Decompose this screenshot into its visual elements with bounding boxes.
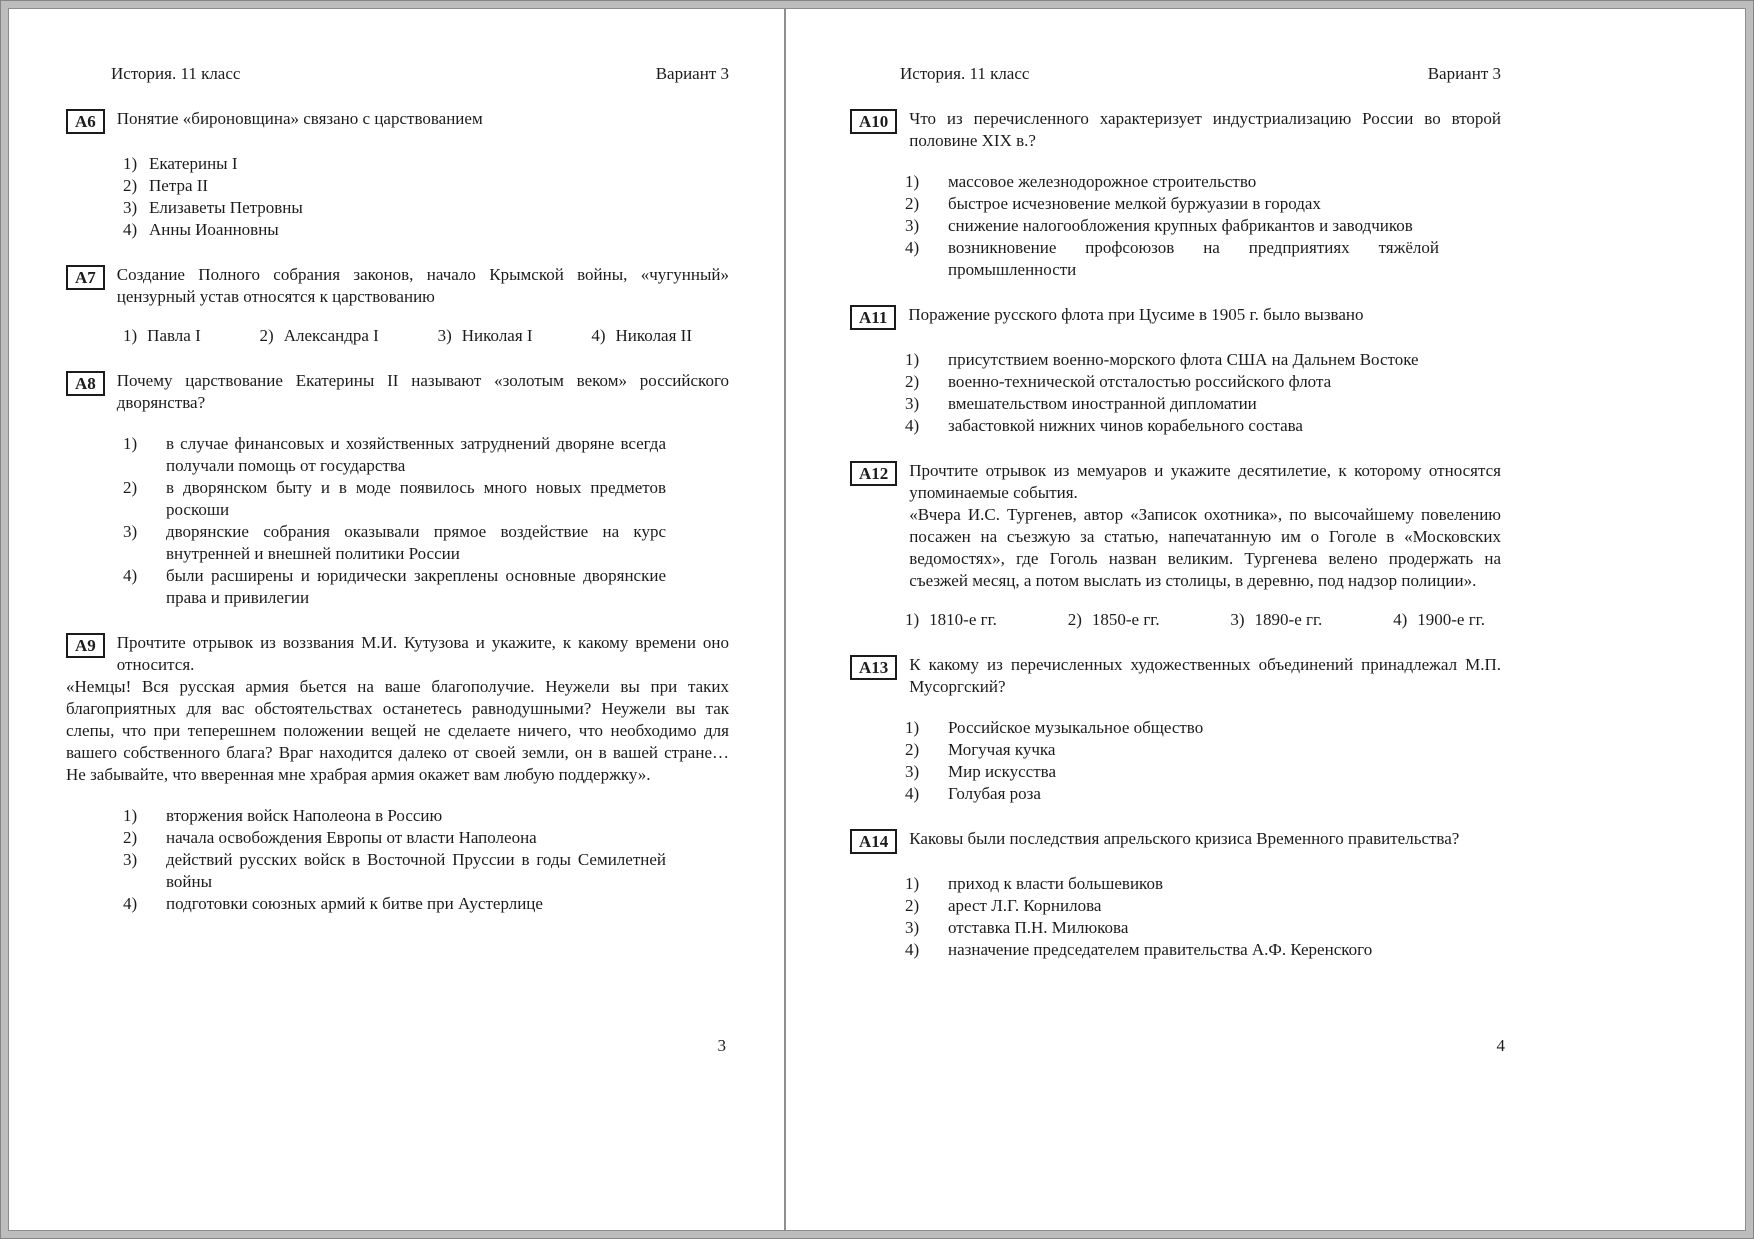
option-number: 1) bbox=[905, 172, 920, 191]
option-number: 4) bbox=[591, 326, 606, 345]
option-text: дворянские собрания оказывали прямое воздействие на курс внутренней и внешней политики России bbox=[166, 522, 666, 563]
option-number: 2) bbox=[905, 194, 920, 213]
question-head bbox=[66, 108, 729, 134]
option-text: Могучая кучка bbox=[948, 740, 1056, 759]
question-body bbox=[908, 304, 1501, 326]
option-item bbox=[260, 325, 379, 347]
option-number: 2) bbox=[905, 740, 920, 759]
option-item bbox=[905, 193, 1439, 215]
option-number: 1) bbox=[905, 718, 920, 737]
question-block bbox=[850, 460, 1501, 631]
option-item bbox=[905, 237, 1439, 281]
question-head bbox=[850, 108, 1501, 152]
header-subject-label: История. 11 класс bbox=[900, 64, 1030, 83]
question-text: К какому из перечисленных художественных объединений принадлежал М.П. Мусоргский? bbox=[909, 655, 1501, 696]
question-text: Создание Полного собрания законов, начало Крымской войны, «чугунный» цензурный устав относятся к царствованию bbox=[116, 265, 729, 306]
option-item bbox=[123, 521, 666, 565]
option-number: 1) bbox=[123, 434, 138, 453]
option-number: 1) bbox=[123, 806, 138, 825]
question-text: Прочтите отрывок из воззвания М.И. Кутузова и укажите, к какому времени оно относится. bbox=[116, 633, 729, 674]
option-item bbox=[905, 939, 1439, 961]
option-item bbox=[905, 609, 997, 631]
option-number: 1) bbox=[905, 610, 920, 629]
option-number: 2) bbox=[905, 372, 920, 391]
option-text: Николая II bbox=[615, 326, 692, 345]
question-quote: «Вчера И.С. Тургенев, автор «Записок охотника», по высочайшему повелению посажен на съезжую за статью, напечатанную им о Гоголе в «Московских ведомостях», где Гоголь назван великим. Тургенева велено продержать на съезжей месяц, а потом выслать из столицы, в деревню, под надзор полиции». bbox=[909, 505, 1501, 590]
option-number: 3) bbox=[905, 216, 920, 235]
question-id-box: А10 bbox=[850, 109, 897, 134]
option-text: 1890-е гг. bbox=[1254, 610, 1323, 629]
question-text: Каковы были последствия апрельского кризиса Временного правительства? bbox=[909, 829, 1460, 848]
option-number: 1) bbox=[905, 874, 920, 893]
question-id-box: А13 bbox=[850, 655, 897, 680]
option-number: 1) bbox=[123, 326, 138, 345]
question-body bbox=[909, 654, 1501, 698]
option-text: Елизаветы Петровны bbox=[149, 198, 303, 217]
option-item bbox=[123, 893, 666, 915]
page-number: 3 bbox=[717, 1036, 726, 1055]
option-item bbox=[123, 175, 666, 197]
question-body bbox=[117, 370, 729, 414]
option-item bbox=[905, 393, 1439, 415]
option-item bbox=[1393, 609, 1485, 631]
question-text: Прочтите отрывок из мемуаров и укажите десятилетие, к которому относятся упоминаемые события. bbox=[909, 461, 1501, 502]
option-number: 1) bbox=[123, 154, 138, 173]
option-text: арест Л.Г. Корнилова bbox=[948, 896, 1102, 915]
question-body bbox=[117, 632, 729, 676]
question-body bbox=[117, 108, 729, 130]
option-text: Мир искусства bbox=[948, 762, 1056, 781]
option-text: 1850-е гг. bbox=[1091, 610, 1160, 629]
question-head bbox=[850, 460, 1501, 592]
question-block bbox=[66, 370, 729, 609]
option-item bbox=[123, 477, 666, 521]
option-text: снижение налогообложения крупных фабрикантов и заводчиков bbox=[948, 216, 1413, 235]
question-head bbox=[850, 304, 1501, 330]
option-item bbox=[905, 371, 1439, 393]
question-id-box: А6 bbox=[66, 109, 105, 134]
option-text: Александра I bbox=[283, 326, 379, 345]
option-text: возникновение профсоюзов на предприятиях тяжёлой промышленности bbox=[948, 238, 1439, 279]
options-list bbox=[905, 873, 1439, 961]
question-head bbox=[850, 654, 1501, 698]
option-number: 3) bbox=[1230, 610, 1245, 629]
option-number: 4) bbox=[905, 238, 920, 257]
option-text: Николая I bbox=[461, 326, 533, 345]
option-number: 3) bbox=[123, 198, 138, 217]
question-head bbox=[66, 632, 729, 676]
question-id-box: А8 bbox=[66, 371, 105, 396]
question-block bbox=[66, 264, 729, 347]
page-header bbox=[850, 63, 1501, 85]
option-item bbox=[1068, 609, 1160, 631]
option-number: 4) bbox=[123, 220, 138, 239]
option-text: вмешательством иностранной дипломатии bbox=[948, 394, 1257, 413]
option-number: 4) bbox=[1393, 610, 1408, 629]
option-item bbox=[905, 917, 1439, 939]
options-list bbox=[905, 349, 1439, 437]
option-number: 2) bbox=[123, 828, 138, 847]
header-variant-label: Вариант 3 bbox=[1427, 64, 1501, 83]
option-item bbox=[1230, 609, 1322, 631]
option-number: 3) bbox=[123, 522, 138, 541]
options-list bbox=[905, 717, 1439, 805]
option-number: 2) bbox=[123, 478, 138, 497]
option-number: 4) bbox=[905, 416, 920, 435]
question-block bbox=[850, 108, 1501, 281]
question-body bbox=[117, 264, 729, 308]
option-number: 2) bbox=[123, 176, 138, 195]
option-number: 4) bbox=[905, 784, 920, 803]
question-id-box: А14 bbox=[850, 829, 897, 854]
options-list bbox=[123, 153, 666, 241]
option-text: Российское музыкальное общество bbox=[948, 718, 1204, 737]
option-text: Голубая роза bbox=[948, 784, 1041, 803]
question-id-box: А12 bbox=[850, 461, 897, 486]
page-header bbox=[66, 63, 729, 85]
options-list bbox=[123, 325, 692, 347]
option-item bbox=[123, 153, 666, 175]
option-text: начала освобождения Европы от власти Наполеона bbox=[166, 828, 537, 847]
option-text: присутствием военно-морского флота США на Дальнем Востоке bbox=[948, 350, 1419, 369]
option-text: в дворянском быту и в моде появилось много новых предметов роскоши bbox=[166, 478, 666, 519]
option-item bbox=[905, 349, 1439, 371]
option-text: забастовкой нижних чинов корабельного состава bbox=[948, 416, 1303, 435]
options-list bbox=[905, 609, 1485, 631]
option-number: 3) bbox=[123, 850, 138, 869]
option-item bbox=[123, 325, 201, 347]
question-quote: «Немцы! Вся русская армия бьется на ваше благополучие. Неужели вы при таких благоприятных для вас обстоятельствах останетесь равнодушными? Неужели вы так слепы, что при теперешнем положении вещей не сделаете ничего, что необходимо для вашего собственного блага? Враг находится далеко от своей земли, он в вашей стране… Не забывайте, что вверенная мне храбрая армия окажет вам любую поддержку». bbox=[66, 677, 729, 784]
question-text: Почему царствование Екатерины II называют «золотым веком» российского дворянства? bbox=[116, 371, 729, 412]
option-number: 4) bbox=[123, 566, 138, 585]
option-item bbox=[123, 433, 666, 477]
question-id-box: А11 bbox=[850, 305, 896, 330]
option-text: назначение председателем правительства А.Ф. Керенского bbox=[948, 940, 1373, 959]
page-number: 4 bbox=[1496, 1036, 1505, 1055]
option-text: 1810-е гг. bbox=[929, 610, 997, 629]
exam-sheet bbox=[8, 8, 1746, 1231]
option-item bbox=[905, 215, 1439, 237]
option-text: были расширены и юридически закреплены основные дворянские права и привилегии bbox=[166, 566, 666, 607]
question-text: Поражение русского флота при Цусиме в 1905 г. было вызвано bbox=[908, 305, 1364, 324]
question-body bbox=[909, 828, 1501, 850]
question-head bbox=[850, 828, 1501, 854]
question-head bbox=[66, 370, 729, 414]
option-number: 2) bbox=[905, 896, 920, 915]
question-id-box: А7 bbox=[66, 265, 105, 290]
option-item bbox=[905, 171, 1439, 193]
option-text: подготовки союзных армий к битве при Аустерлице bbox=[166, 894, 543, 913]
option-number: 3) bbox=[905, 394, 920, 413]
option-number: 3) bbox=[905, 762, 920, 781]
question-body bbox=[909, 460, 1501, 592]
option-text: 1900-е гг. bbox=[1417, 610, 1485, 629]
question-block bbox=[66, 632, 729, 915]
question-block bbox=[850, 654, 1501, 805]
option-number: 2) bbox=[1067, 610, 1082, 629]
option-item bbox=[905, 739, 1439, 761]
option-item bbox=[123, 849, 666, 893]
option-item bbox=[905, 717, 1439, 739]
option-number: 2) bbox=[259, 326, 274, 345]
option-item bbox=[905, 873, 1439, 895]
question-id-box: А9 bbox=[66, 633, 105, 658]
option-item bbox=[123, 197, 666, 219]
option-item bbox=[438, 325, 533, 347]
option-text: вторжения войск Наполеона в Россию bbox=[166, 806, 443, 825]
option-item bbox=[123, 565, 666, 609]
option-item bbox=[123, 827, 666, 849]
option-text: быстрое исчезновение мелкой буржуазии в городах bbox=[948, 194, 1321, 213]
question-head bbox=[66, 264, 729, 308]
question-block bbox=[850, 828, 1501, 961]
option-number: 1) bbox=[905, 350, 920, 369]
page-left bbox=[9, 9, 784, 1230]
options-list bbox=[123, 433, 666, 609]
option-item bbox=[905, 761, 1439, 783]
option-number: 4) bbox=[905, 940, 920, 959]
question-block bbox=[850, 304, 1501, 437]
option-number: 4) bbox=[123, 894, 138, 913]
option-text: Павла I bbox=[147, 326, 201, 345]
option-item bbox=[123, 805, 666, 827]
option-text: приход к власти большевиков bbox=[948, 874, 1163, 893]
question-text: Что из перечисленного характеризует индустриализацию России во второй половине XIX в.? bbox=[909, 109, 1501, 150]
question-block bbox=[66, 108, 729, 241]
option-number: 3) bbox=[437, 326, 452, 345]
option-text: массовое железнодорожное строительство bbox=[948, 172, 1257, 191]
option-text: Екатерины I bbox=[149, 154, 238, 173]
option-item bbox=[591, 325, 692, 347]
option-text: действий русских войск в Восточной Пруссии в годы Семилетней войны bbox=[166, 850, 666, 891]
option-text: отставка П.Н. Милюкова bbox=[948, 918, 1129, 937]
options-list bbox=[123, 805, 666, 915]
option-item bbox=[123, 219, 666, 241]
header-variant-label: Вариант 3 bbox=[655, 64, 729, 83]
option-text: в случае финансовых и хозяйственных затруднений дворяне всегда получали помощь от государства bbox=[166, 434, 666, 475]
option-text: Анны Иоанновны bbox=[149, 220, 279, 239]
page-right bbox=[784, 9, 1745, 1230]
option-item bbox=[905, 415, 1439, 437]
question-body bbox=[909, 108, 1501, 152]
header-subject-label: История. 11 класс bbox=[111, 64, 241, 83]
option-item bbox=[905, 783, 1439, 805]
options-list bbox=[905, 171, 1439, 281]
option-text: военно-технической отсталостью российского флота bbox=[948, 372, 1332, 391]
question-text: Понятие «бироновщина» связано с царствованием bbox=[116, 109, 483, 128]
option-number: 3) bbox=[905, 918, 920, 937]
option-text: Петра II bbox=[149, 176, 209, 195]
option-item bbox=[905, 895, 1439, 917]
